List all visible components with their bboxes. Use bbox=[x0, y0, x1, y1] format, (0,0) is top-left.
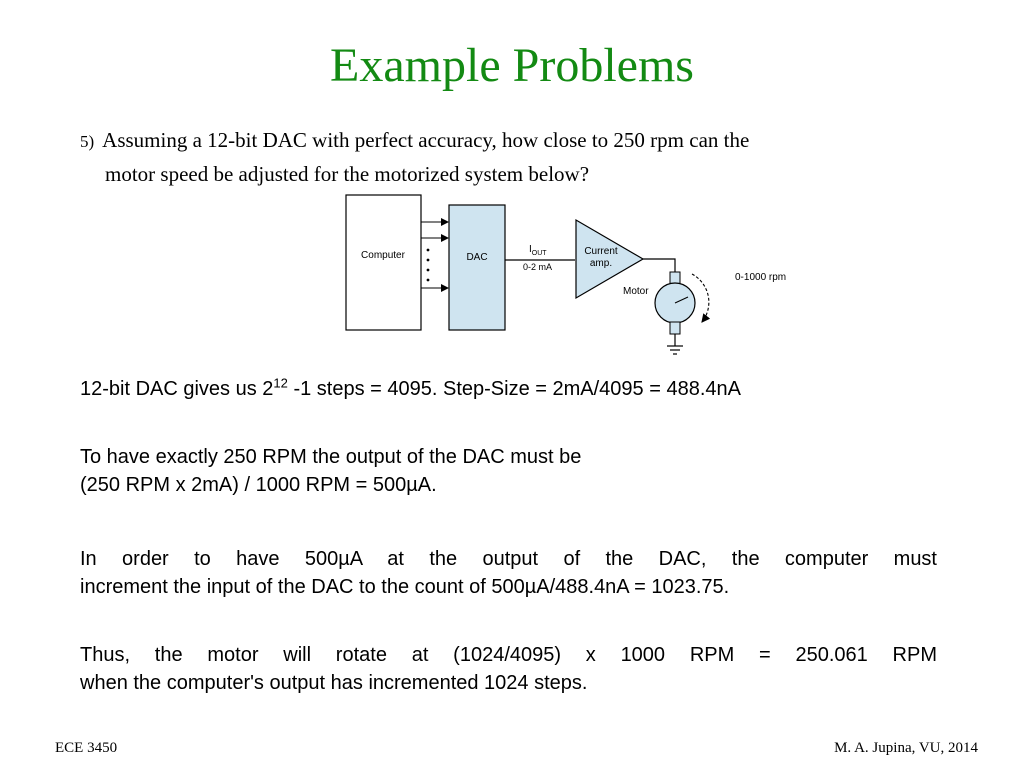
computer-box bbox=[346, 195, 421, 330]
computer-label: Computer bbox=[361, 250, 405, 261]
motor-top-terminal bbox=[670, 272, 680, 284]
solution-target-current: (250 RPM x 2mA) / 1000 RPM = 500µA. bbox=[80, 474, 437, 496]
solution-result-line-2: when the computer's output has incremented 1024 steps. bbox=[80, 672, 588, 694]
bus-dot-2 bbox=[427, 259, 430, 262]
dac-box bbox=[449, 205, 505, 330]
slide-title: Example Problems bbox=[330, 39, 694, 92]
exponent: 12 bbox=[273, 375, 288, 391]
amp-output-line bbox=[643, 259, 675, 272]
iout-label: $I_{OUT}$ bbox=[529, 244, 547, 257]
amp-label-line-2: amp. bbox=[589, 258, 613, 269]
motor-bottom-terminal bbox=[670, 322, 680, 334]
current-range-label: 0-2 mA bbox=[523, 262, 553, 272]
solution-step-size: 12-bit DAC gives us $2^{12}$ -1 steps = 4095. Step-Size = 2mA/4095 = 488.4nA bbox=[80, 375, 741, 400]
footer-course: ECE 3450 bbox=[55, 740, 118, 756]
solution-count bbox=[80, 545, 937, 601]
solution-result-line-1: Thus, the motor will rotate at (1024/4095) x 1000 RPM = 250.061 RPM bbox=[80, 644, 937, 666]
problem-line-1: Assuming a 12-bit DAC with perfect accuracy, how close to 250 rpm can the bbox=[102, 128, 750, 152]
footer-author: M. A. Jupina, VU, 2014 bbox=[834, 740, 978, 756]
solution-count-line-1: In order to have 500µA at the output of the DAC, the computer must bbox=[80, 548, 937, 570]
bus-dot-1 bbox=[427, 249, 430, 252]
amp-label-line-1: Current bbox=[584, 246, 618, 257]
motor-label: Motor bbox=[623, 286, 649, 297]
solution-count-line-2: increment the input of the DAC to the count of 500µA/488.4nA = 1023.75. bbox=[80, 576, 730, 598]
solution-result bbox=[80, 641, 937, 697]
bus-dot-4 bbox=[427, 279, 430, 282]
problem-number: 5) bbox=[80, 132, 95, 151]
solution-target-intro: To have exactly 250 RPM the output of the DAC must be bbox=[80, 446, 582, 468]
dac-label: DAC bbox=[466, 252, 488, 263]
bus-dot-3 bbox=[427, 269, 430, 272]
problem-statement bbox=[80, 124, 940, 191]
rpm-label: 0-1000 rpm bbox=[735, 272, 787, 283]
dac-motor-diagram bbox=[340, 190, 810, 360]
problem-line-2: motor speed be adjusted for the motorized system below? bbox=[105, 162, 590, 186]
